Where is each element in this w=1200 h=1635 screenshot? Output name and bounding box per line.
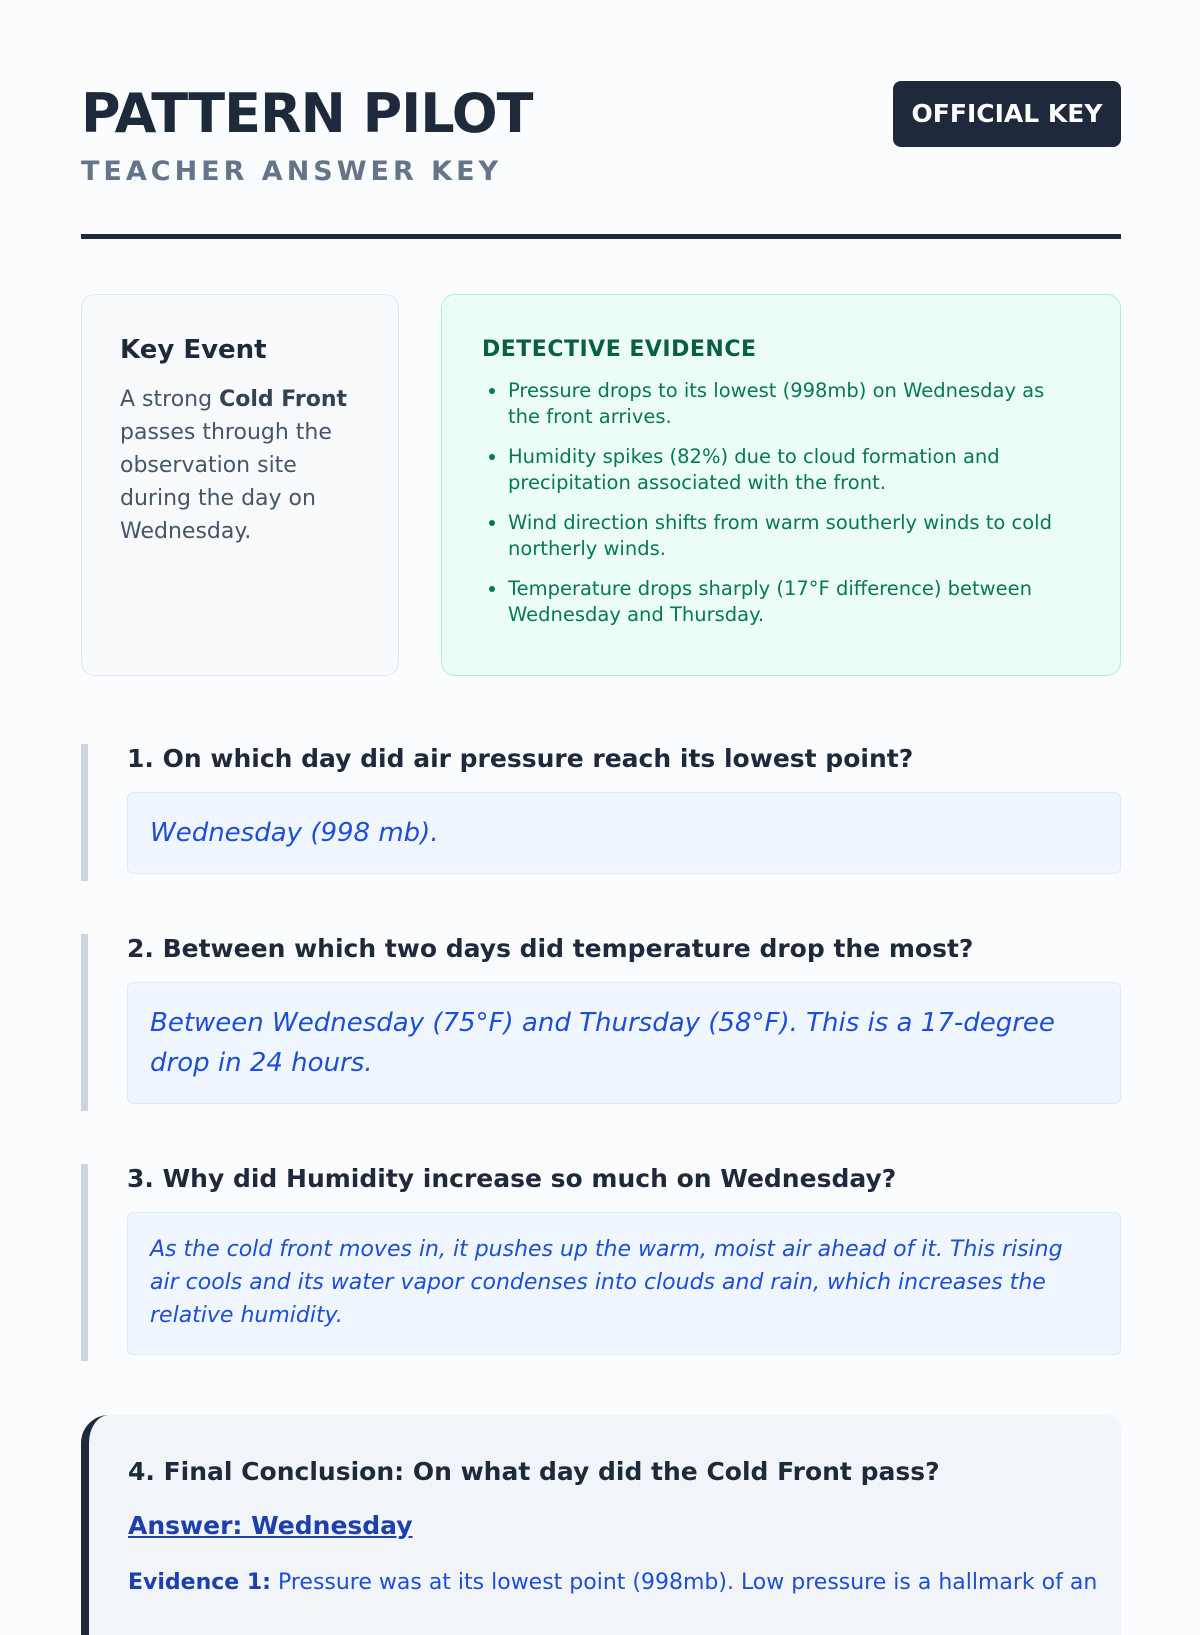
evidence-item-humidity: • Humidity spikes (82%) due to cloud formation and precipitation associated with the front.	[508, 444, 1080, 496]
question-3-answer: As the cold front moves in, it pushes up the warm, moist air ahead of it. This rising air cools and its water vapor condenses into clouds and rain, which increases the relative humidity.	[127, 1212, 1121, 1355]
question-1-answer: Wednesday (998 mb).	[127, 792, 1121, 874]
key-event-text-start: A strong	[120, 387, 220, 412]
question-1-text: 1. On which day did air pressure reach its lowest point?	[127, 744, 914, 773]
question-3-text: 3. Why did Humidity increase so much on Wednesday?	[127, 1164, 897, 1193]
question-1	[81, 744, 1121, 881]
page-header	[81, 0, 1121, 236]
question-2-answer: Between Wednesday (75°F) and Thursday (58°F). This is a 17-degree drop in 24 hours.	[127, 982, 1121, 1104]
official-key-badge: OFFICIAL KEY	[893, 81, 1121, 147]
evidence-heading: DETECTIVE EVIDENCE	[482, 337, 757, 362]
page-subtitle: TEACHER ANSWER KEY	[81, 156, 503, 187]
key-event-text	[120, 383, 360, 548]
question-2	[81, 934, 1121, 1111]
page-title: PATTERN PILOT	[81, 82, 533, 145]
evidence-item-wind: • Wind direction shifts from warm southerly winds to cold northerly winds.	[508, 510, 1080, 562]
question-3	[81, 1164, 1121, 1361]
evidence-list	[482, 378, 1080, 628]
key-event-heading: Key Event	[120, 335, 267, 365]
evidence-item-temperature: • Temperature drops sharply (17°F difference) between Wednesday and Thursday.	[508, 576, 1080, 628]
final-conclusion-card	[81, 1415, 1121, 1635]
key-event-card	[81, 294, 399, 676]
header-divider	[81, 234, 1121, 239]
final-evidence-1	[128, 1570, 1121, 1595]
evidence-1-label: Evidence 1:	[128, 1570, 271, 1595]
detective-evidence-card	[441, 294, 1121, 676]
evidence-1-text: Pressure was at its lowest point (998mb). Low pressure is a hallmark of an	[270, 1570, 1098, 1595]
evidence-item-pressure: • Pressure drops to its lowest (998mb) on Wednesday as the front arrives.	[508, 378, 1080, 430]
final-question-text: 4. Final Conclusion: On what day did the Cold Front pass?	[128, 1457, 940, 1486]
question-2-text: 2. Between which two days did temperature drop the most?	[127, 934, 974, 963]
key-event-text-end: passes through the observation site during the day on Wednesday.	[120, 420, 332, 544]
key-event-highlight: Cold Front	[219, 387, 348, 412]
final-answer: Answer: Wednesday	[128, 1511, 413, 1540]
answer-key-page	[81, 0, 1121, 1595]
